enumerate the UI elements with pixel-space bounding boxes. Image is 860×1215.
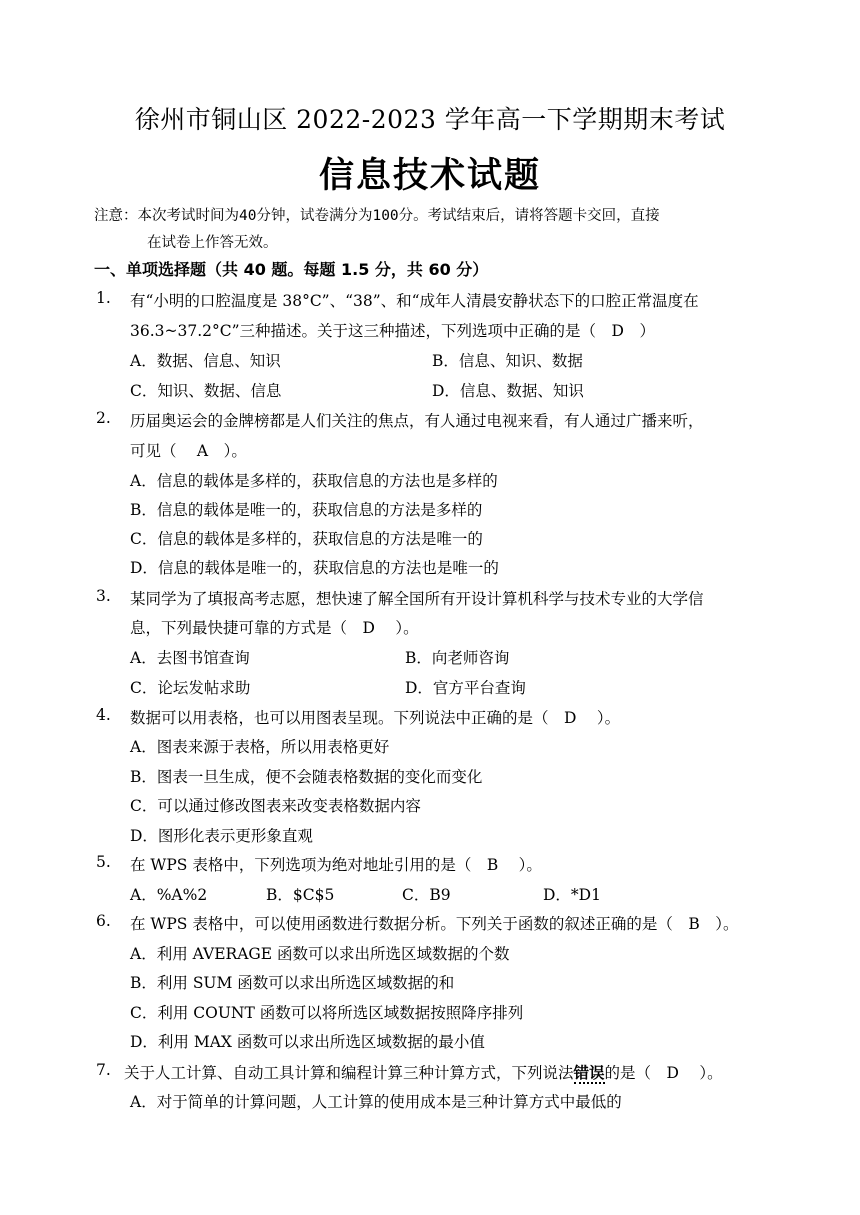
question-text: 历届奥运会的金牌榜都是人们关注的焦点，有人通过电视来看，有人通过广播来听， (130, 412, 704, 430)
option-a: A．利用 AVERAGE 函数可以求出所选区域数据的个数 (130, 945, 510, 963)
option-b: B．信息的载体是唯一的，获取信息的方法是多样的 (130, 501, 483, 519)
question-text: 有“小明的口腔温度是 38°C”、“38”、和“成年人清晨安静状态下的口腔正常温度在 (130, 292, 699, 310)
option-a: A．去图书馆查询 (130, 649, 250, 667)
option-c: C．知识、数据、信息 (130, 382, 282, 400)
notice-line-2: 在试卷上作答无效。 (147, 235, 278, 251)
option-d: D．*D1 (543, 886, 601, 904)
question-text: 数据可以用表格，也可以用图表呈现。下列说法中正确的是（ D ）。 (130, 709, 621, 727)
option-b: B．$C$5 (266, 886, 335, 904)
option-b: B．图表一旦生成，便不会随表格数据的变化而变化 (130, 768, 483, 786)
option-d: D．图形化表示更形象直观 (130, 827, 313, 845)
option-c: C．信息的载体是多样的，获取信息的方法是唯一的 (130, 530, 483, 548)
section-heading: 一、单项选择题（共 40 题。每题 1.5 分，共 60 分） (94, 260, 489, 279)
question-text (124, 1061, 723, 1083)
question-text-cont: 可见（ A ）。 (130, 442, 247, 460)
exam-subject-title: 信息技术试题 (318, 156, 541, 196)
option-a: A．信息的载体是多样的，获取信息的方法也是多样的 (130, 472, 498, 490)
question-number: 4. (96, 706, 111, 724)
question-text: 在 WPS 表格中，下列选项为绝对地址引用的是（ B ）。 (130, 856, 542, 874)
option-d: D．官方平台查询 (405, 679, 526, 697)
option-b: B．向老师咨询 (405, 649, 510, 667)
question-text-post: 的是（ D ）。 (604, 1064, 723, 1082)
option-c: C．论坛发帖求助 (130, 679, 251, 697)
option-d: D．信息、数据、知识 (432, 382, 584, 400)
question-text: 某同学为了填报高考志愿，想快速了解全国所有开设计算机科学与技术专业的大学信 (130, 590, 704, 608)
question-number: 2. (96, 409, 111, 427)
question-number: 5. (96, 853, 111, 871)
option-b: B．信息、知识、数据 (432, 352, 583, 370)
option-a: A．%A%2 (130, 886, 208, 904)
emphasis-word: 错误 (573, 1063, 605, 1082)
option-a: A．对于简单的计算问题，人工计算的使用成本是三种计算方式中最低的 (130, 1093, 622, 1111)
question-number: 3. (96, 587, 111, 605)
question-number: 7. (96, 1061, 111, 1079)
question-text-cont: 36.3~37.2°C”三种描述。关于这三种描述，下列选项中正确的是（ D ） (130, 322, 655, 340)
option-c: C．可以通过修改图表来改变表格数据内容 (130, 797, 421, 815)
option-c: C．利用 COUNT 函数可以将所选区域数据按照降序排列 (130, 1004, 524, 1022)
question-text: 在 WPS 表格中，可以使用函数进行数据分析。下列关于函数的叙述正确的是（ B ）。 (130, 915, 739, 933)
exam-title: 徐州市铜山区 2022-2023 学年高一下学期期末考试 (134, 105, 726, 134)
option-b: B．利用 SUM 函数可以求出所选区域数据的和 (130, 974, 455, 992)
option-a: A．数据、信息、知识 (130, 352, 281, 370)
question-number: 6. (96, 912, 111, 930)
exam-notice (94, 203, 784, 257)
question-text-cont: 息，下列最快捷可靠的方式是（ D ）。 (130, 619, 419, 637)
notice-line-1: 注意：本次考试时间为40分钟，试卷满分为100分。考试结束后，请将答题卡交回，直接 (94, 208, 660, 224)
question-text-pre: 关于人工计算、自动工具计算和编程计算三种计算方式，下列说法 (124, 1064, 574, 1082)
option-c: C．B9 (402, 886, 451, 904)
question-number: 1. (96, 289, 111, 307)
option-d: D．利用 MAX 函数可以求出所选区域数据的最小值 (130, 1033, 485, 1051)
option-d: D．信息的载体是唯一的，获取信息的方法也是唯一的 (130, 559, 499, 577)
option-a: A．图表来源于表格，所以用表格更好 (130, 738, 390, 756)
